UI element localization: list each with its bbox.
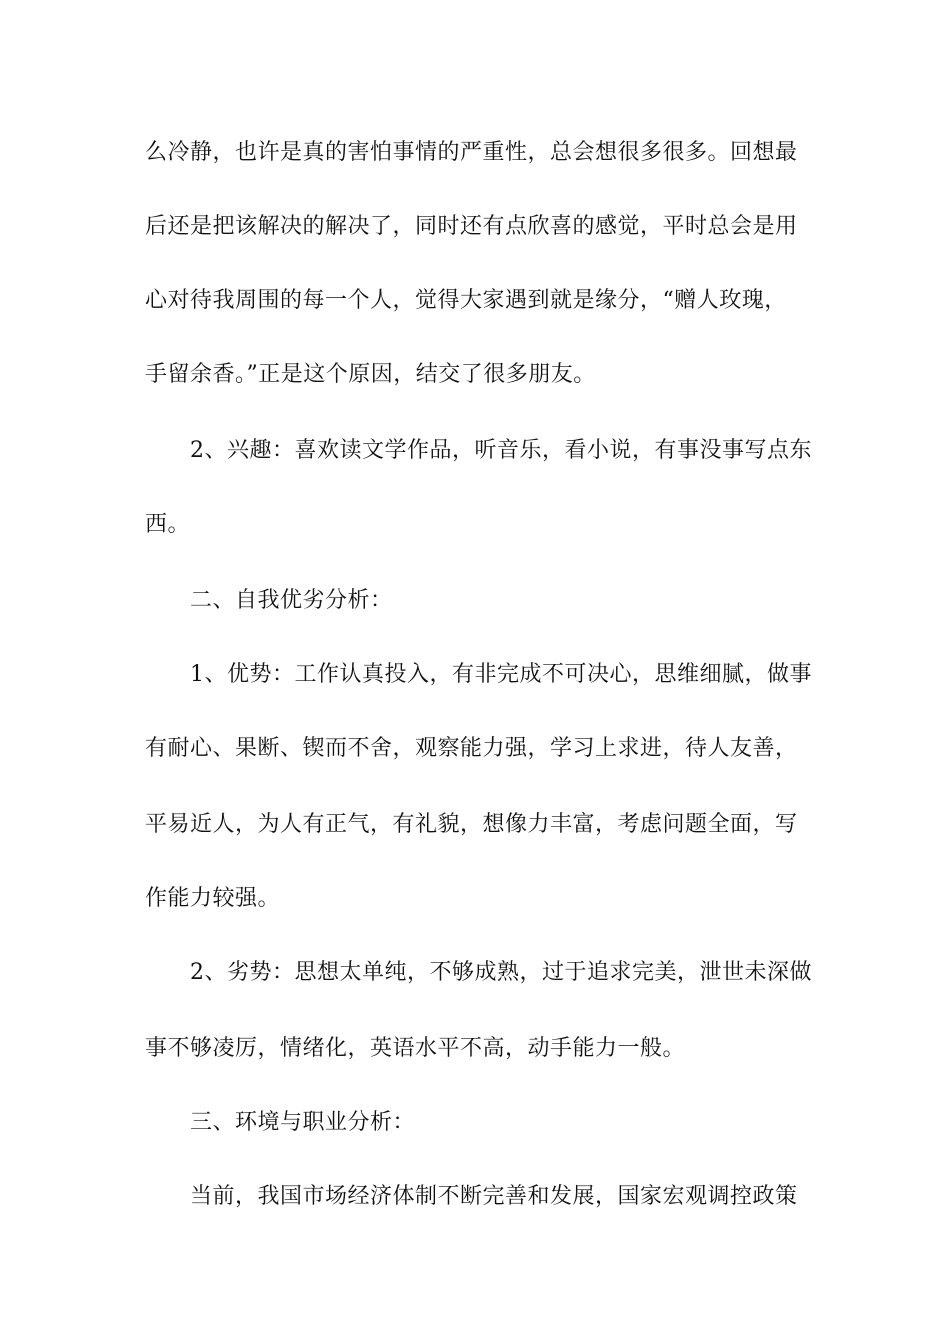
- paragraph-line: 心对待我周围的每一个人，觉得大家遇到就是缘分，“赠人玫瑰，: [145, 288, 787, 313]
- paragraph-line: 事不够凌厉，情绪化，英语水平不高，动手能力一般。: [145, 1036, 686, 1061]
- section-heading: 二、自我优劣分析：: [190, 588, 393, 613]
- paragraph-line: 1、优势：工作认真投入，有非完成不可决心，思维细腻，做事: [190, 662, 812, 687]
- paragraph-line: 2、兴趣：喜欢读文学作品，听音乐，看小说，有事没事写点东: [190, 438, 812, 463]
- paragraph-line: 么冷静，也许是真的害怕事情的严重性，总会想很多很多。回想最: [145, 140, 798, 165]
- paragraph-line: 有耐心、果断、锲而不舍，观察能力强，学习上求进，待人友善，: [145, 736, 798, 761]
- paragraph-line: 平易近人，为人有正气，有礼貌，想像力丰富，考虑问题全面，写: [145, 812, 798, 837]
- paragraph-line: 手留余香。”正是这个原因，结交了很多朋友。: [145, 362, 596, 387]
- section-heading: 三、环境与职业分析：: [190, 1110, 416, 1135]
- paragraph-line: 作能力较强。: [145, 886, 281, 911]
- paragraph-line: 西。: [145, 512, 191, 537]
- paragraph-line: 2、劣势：思想太单纯，不够成熟，过于追求完美，泄世未深做: [190, 960, 812, 985]
- paragraph-line: 后还是把该解决的解决了，同时还有点欣喜的感觉，平时总会是用: [145, 214, 798, 239]
- paragraph-line: 当前，我国市场经济体制不断完善和发展，国家宏观调控政策: [190, 1184, 798, 1209]
